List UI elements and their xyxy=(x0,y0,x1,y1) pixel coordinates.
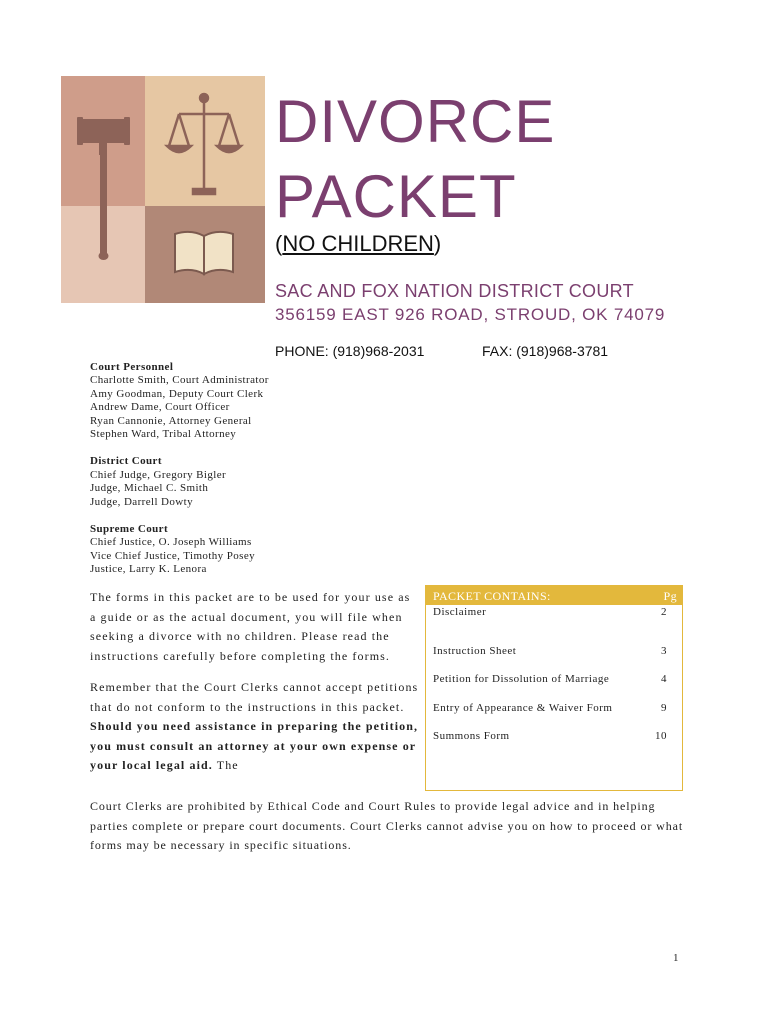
paragraph: The forms in this packet are to be used for your use as a guide or as the actual document, you will file when seeking a divorce with no children. Please read the instructions carefully before completing the forms. xyxy=(90,590,411,663)
personnel-entry: Charlotte Smith, Court Administrator xyxy=(90,374,269,387)
group-heading: Supreme Court xyxy=(90,523,169,536)
contents-page: 2 xyxy=(661,606,667,618)
contents-label: Disclaimer xyxy=(433,606,487,618)
contents-row xyxy=(433,673,673,685)
supreme-court-group xyxy=(90,523,390,577)
contents-label: Entry of Appearance & Waiver Form xyxy=(433,702,613,714)
personnel-entry: Vice Chief Justice, Timothy Posey xyxy=(90,549,256,562)
court-address: 356159 EAST 926 ROAD, STROUD, OK 74079 xyxy=(275,305,666,324)
open-book-icon xyxy=(175,232,233,274)
contents-row xyxy=(433,730,673,742)
packet-contents-box xyxy=(425,585,683,791)
packet-contents-heading: PACKET CONTAINS: xyxy=(433,589,551,603)
group-heading: District Court xyxy=(90,455,162,468)
header-illustration xyxy=(61,76,265,303)
personnel-list xyxy=(90,361,390,591)
court-personnel-group xyxy=(90,361,390,441)
subtitle: (NO CHILDREN) xyxy=(275,231,442,256)
court-name: SAC AND FOX NATION DISTRICT COURT xyxy=(275,281,634,301)
contents-label: Instruction Sheet xyxy=(433,645,517,657)
personnel-entry: Amy Goodman, Deputy Court Clerk xyxy=(90,387,264,400)
paragraph: Remember that the Court Clerks cannot accept petitions that do not conform to the instructions in this packet. Should you need assistance in preparing the petition, you must consult an attorney at your own expense or your local legal aid. The xyxy=(90,680,419,772)
page-column-heading: Pg xyxy=(663,589,677,603)
fax-number: FAX: (918)968-3781 xyxy=(482,343,609,359)
contents-row xyxy=(433,702,673,714)
paragraph-continued: Court Clerks are prohibited by Ethical Code and Court Rules to provide legal advice and in helping parties complete or prepare court documents. Court Clerks cannot advise you on how to proceed or what forms may be necessary in specific situations. xyxy=(90,799,684,852)
personnel-entry: Judge, Darrell Dowty xyxy=(90,495,194,508)
packet-contents-header xyxy=(426,586,682,605)
personnel-entry: Stephen Ward, Tribal Attorney xyxy=(90,428,237,441)
page-number: 1 xyxy=(673,952,679,964)
personnel-entry: Chief Judge, Gregory Bigler xyxy=(90,468,227,481)
personnel-entry: Ryan Cannonie, Attorney General xyxy=(90,414,252,427)
contents-page: 3 xyxy=(661,645,667,657)
bold-notice: Should you need assistance in preparing the petition, you must consult an attorney at your own expense or your local legal aid. xyxy=(90,719,419,772)
contents-row xyxy=(433,606,673,618)
personnel-entry: Andrew Dame, Court Officer xyxy=(90,401,230,414)
personnel-entry: Judge, Michael C. Smith xyxy=(90,482,209,495)
contents-page: 4 xyxy=(661,673,667,685)
phone-number: PHONE: (918)968-2031 xyxy=(275,343,425,359)
district-court-group xyxy=(90,455,390,509)
document-title xyxy=(275,84,695,234)
title-line-1: DIVORCE xyxy=(275,88,556,155)
contents-page: 9 xyxy=(661,702,667,714)
subtitle-main: NO CHILDREN xyxy=(282,231,434,256)
scales-of-justice-icon xyxy=(167,94,241,194)
contents-row xyxy=(433,645,673,657)
personnel-entry: Chief Justice, O. Joseph Williams xyxy=(90,536,252,549)
contents-label: Summons Form xyxy=(433,730,510,742)
contents-page: 10 xyxy=(655,730,667,742)
instructions-text xyxy=(90,588,420,788)
contents-label: Petition for Dissolution of Marriage xyxy=(433,673,610,685)
title-line-2: PACKET xyxy=(275,163,517,230)
gavel-icon xyxy=(77,117,130,260)
personnel-entry: Justice, Larry K. Lenora xyxy=(90,563,207,576)
group-heading: Court Personnel xyxy=(90,361,174,373)
